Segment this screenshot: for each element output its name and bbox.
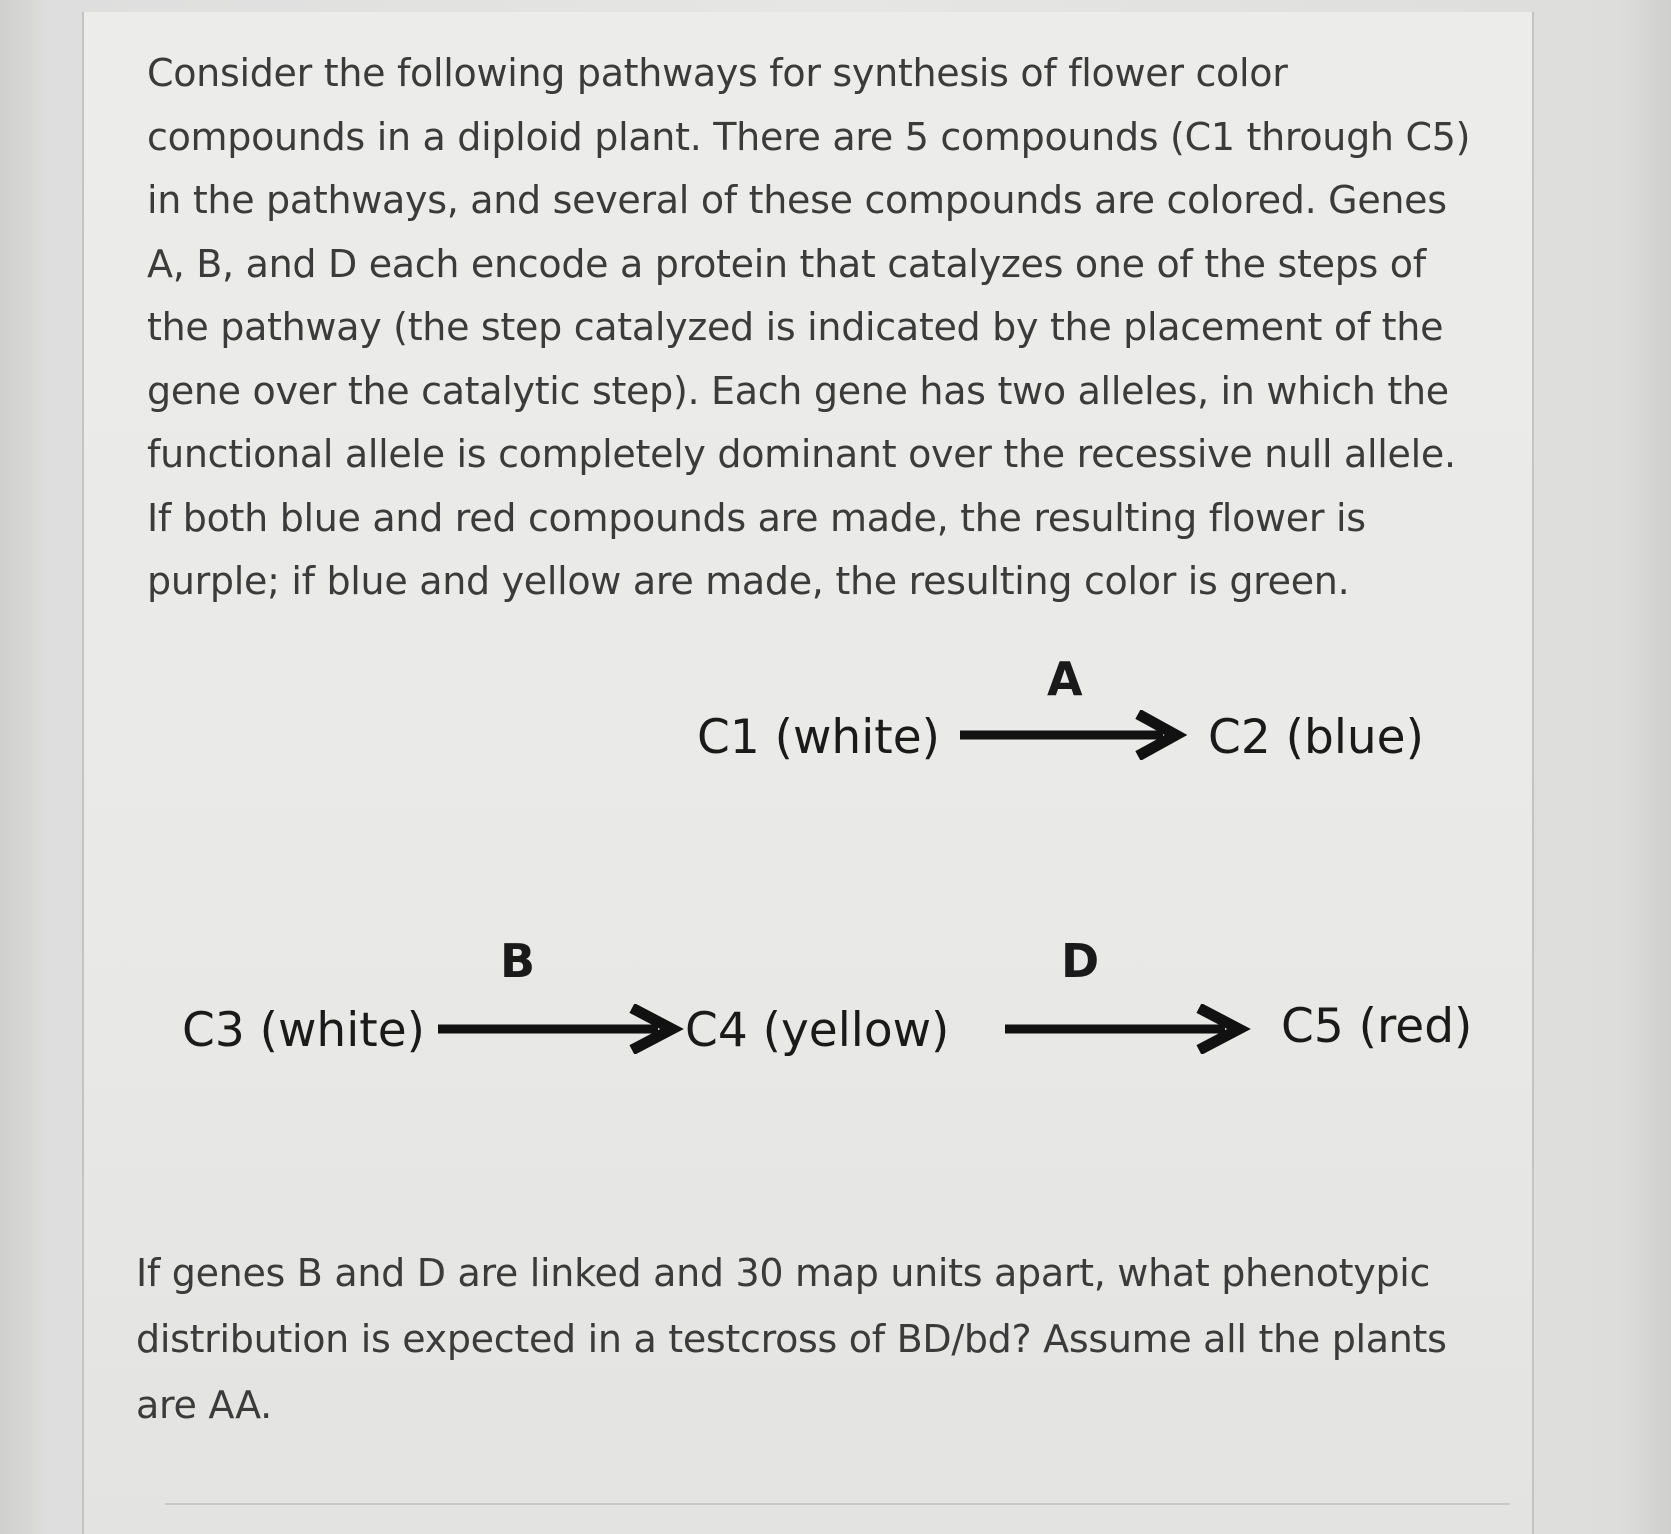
- gene-a-label: A: [1047, 652, 1083, 706]
- problem-intro-text: Consider the following pathways for synthesis of flower color compounds in a diploid plant. There are 5 compounds (C1 through C5) in the pathways, and several of these compounds are colored. Genes A, B, and D each encode a protein that catalyzes one of the steps of the pathway (the step catalyzed is indicated by the placement of the gene over the catalytic step). Each gene has two alleles, in which the functional allele is completely dominant over the recessive null allele. If both blue and red compounds are made, the resulting flower is purple; if blue and yellow are made, the resulting color is green.: [147, 51, 1471, 603]
- gene-d-label: D: [1061, 934, 1100, 988]
- question-text: If genes B and D are linked and 30 map units apart, what phenotypic distribution is expected in a testcross of BD/bd? Assume all the plants are AA.: [136, 1251, 1447, 1427]
- arrow-d: [1003, 1004, 1253, 1054]
- arrow-b: [436, 1004, 686, 1054]
- compound-c5-label: C5 (red): [1281, 999, 1473, 1054]
- compound-c4-label: C4 (yellow): [685, 1003, 950, 1058]
- arrow-a: [958, 710, 1190, 760]
- divider: [165, 1503, 1510, 1505]
- compound-c2-label: C2 (blue): [1208, 710, 1424, 765]
- compound-c1-label: C1 (white): [697, 710, 940, 765]
- compound-c3-label: C3 (white): [182, 1003, 425, 1058]
- gene-b-label: B: [500, 934, 536, 988]
